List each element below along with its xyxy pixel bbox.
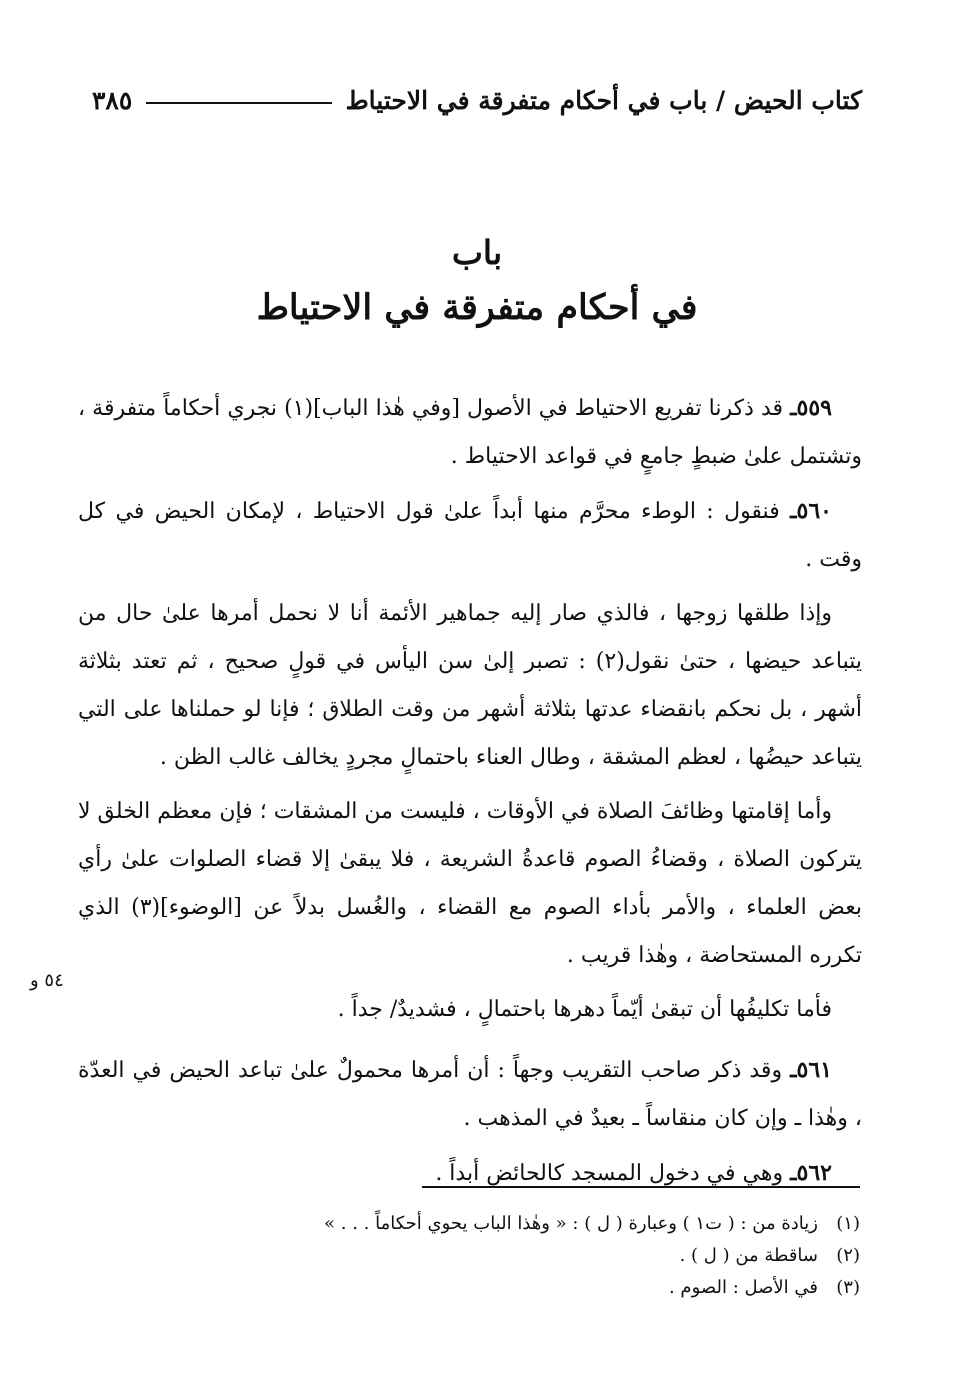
footnote [80,1208,860,1240]
header-rule [146,102,331,104]
paragraph-text: وأما إقامتها وظائفَ الصلاة في الأوقات ، فليست من المشقات ؛ فإن معظم الخلق لا يتركون الصلاة ، وقضاءُ الصوم قاعدةُ الشريعة ، فلا يبقىٰ إلا قضاء الصلوات علىٰ رأي بعض العلماء ، والأمر بأداء الصوم مع القضاء ، والغُسل بدلاً عن [الوضوء](٣) الذي تكرره المستحاضة ، وهٰذا قريب . [78,799,862,968]
footnote-text: زيادة من : ( ت١ ) وعبارة ( ل ) : « وهٰذا الباب يحوي أحكاماً . . . » [324,1213,818,1234]
footnotes [80,1208,860,1304]
page-number: ٣٨٥ [92,85,133,115]
footnote-text: في الأصل : الصوم . [668,1277,818,1298]
paragraph-text: قد ذكرنا تفريع الاحتياط في الأصول [وفي هٰذا الباب](١) نجري أحكاماً متفرقة ، وتشتمل علىٰ ضبطٍ جامعٍ في قواعد الاحتياط . [78,396,862,469]
paragraph-number: ٥٦١ـ [790,1057,832,1083]
footnote-number: (٣) [836,1277,860,1298]
paragraph-number: ٥٥٩ـ [790,395,832,421]
footnote-rule [422,1186,860,1188]
footnote [80,1240,860,1272]
paragraph-text: وقد ذكر صاحب التقريب وجهاً : أن أمرها محمولٌ علىٰ تباعد الحيض في العدّة ، وهٰذا ـ وإن كان منقاساً ـ بعيدٌ في المذهب . [78,1058,862,1131]
margin-folio-note: ٥٤ و [30,970,64,991]
footnote [80,1272,860,1304]
body-text [78,384,862,1204]
chapter-label: باب [451,233,503,272]
paragraph-559 [78,384,862,481]
paragraph-text: فأما تكليفُها أن تبقىٰ أيّماً دهرها باحتمالٍ ، فشديدٌ/ جداً . [337,997,832,1022]
footnote-number: (١) [836,1213,860,1234]
running-header [92,78,862,122]
paragraph-number: ٥٦٠ـ [790,498,832,524]
chapter-heading [92,228,862,338]
paragraph-prayer [78,788,862,980]
paragraph-562 [78,1149,862,1198]
paragraph-number: ٥٦٢ـ [790,1160,832,1186]
footnote-number: (٢) [836,1245,860,1266]
paragraph-560 [78,487,862,584]
running-title: كتاب الحيض / باب في أحكام متفرقة في الاحتياط [345,85,862,115]
paragraph-561 [78,1046,862,1143]
chapter-title: في أحكام متفرقة في الاحتياط [256,287,698,328]
paragraph-hardship [78,986,862,1034]
paragraph-text: وإذا طلقها زوجها ، فالذي صار إليه جماهير الأئمة أنا لا نحمل أمرها علىٰ حال من يتباعد حيضها ، حتىٰ نقول(٢) : تصبر إلىٰ سن اليأس في قولٍ صحيح ، ثم تعتد بثلاثة أشهر ، بل نحكم بانقضاء عدتها بثلاثة أشهر من وقت الطلاق ؛ فإنا لو حملناها على التي يتباعد حيضُها ، لعظم المشقة ، وطال العناء باحتمالٍ مجردٍ يخالف غالب الظن . [78,601,862,770]
footnote-text: ساقطة من ( ل ) . [679,1245,818,1266]
paragraph-text: وهي في دخول المسجد كالحائض أبداً . [435,1161,784,1186]
paragraph-divorce [78,590,862,782]
paragraph-text: فنقول : الوطء محرَّم منها أبداً علىٰ قول الاحتياط ، لإمكان الحيض في كل وقت . [78,499,862,572]
